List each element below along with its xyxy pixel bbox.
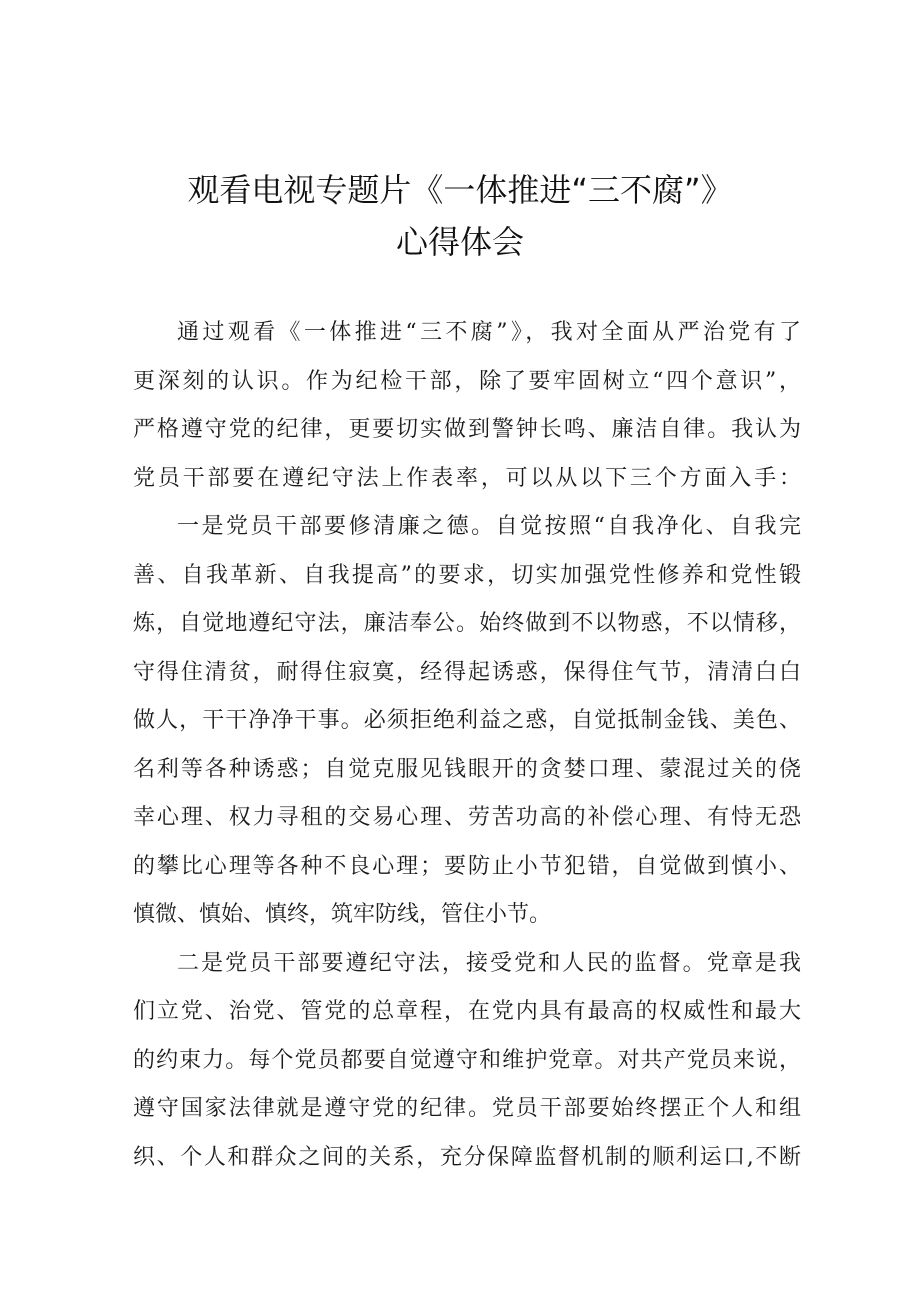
- title-line-2: 心得体会: [395, 223, 524, 261]
- text-line: 更深刻的认识。作为纪检干部，除了要牢固树立“四个意识”，: [133, 368, 801, 394]
- text-line: 的攀比心理等各种不良心理；要防止小节犯错，自觉做到慎小、: [133, 853, 801, 879]
- title-line-1: 观看电视专题片《一体推进“三不腐”》: [187, 171, 733, 209]
- text-line: 幸心理、权力寻租的交易心理、劳苦功高的补偿心理、有恃无恐: [133, 805, 801, 830]
- text-line: 们立党、治党、管党的总章程，在党内具有最高的权威性和最大: [133, 999, 801, 1024]
- text-line: 二是党员干部要遵纪守法，接受党和人民的监督。党章是我: [177, 950, 801, 976]
- paragraph-intro: [133, 309, 801, 503]
- text-line: 的约束力。每个党员都要自觉遵守和维护党章。对共产党员来说，: [133, 1047, 801, 1073]
- paragraph-point-two: [133, 940, 801, 1183]
- text-line: 一是党员干部要修清廉之德。自觉按照“自我净化、自我完: [177, 514, 801, 539]
- text-line: 名利等各种诱惑；自觉克服见钱眼开的贪婪口理、蒙混过关的侥: [133, 756, 801, 782]
- paragraph-point-one: [133, 503, 801, 940]
- document-body: [133, 309, 801, 1182]
- text-line: 守得住清贫，耐得住寂寞，经得起诱惑，保得住气节，清清白白: [133, 659, 801, 685]
- text-line: 炼，自觉地遵纪守法，廉洁奉公。始终做到不以物惑，不以情移，: [133, 611, 801, 636]
- text-line: 通过观看《一体推进“三不腐”》，我对全面从严治党有了: [177, 320, 801, 345]
- text-line: 善、自我革新、自我提高”的要求，切实加强党性修养和党性锻: [133, 562, 801, 588]
- text-line: 织、个人和群众之间的关系，充分保障监督机制的顺利运口,不断: [133, 1144, 801, 1170]
- text-line: 严格遵守党的纪律，更要切实做到警钟长鸣、廉洁自律。我认为: [133, 417, 801, 442]
- text-line: 党员干部要在遵纪守法上作表率，可以从以下三个方面入手：: [133, 465, 801, 491]
- text-line: 做人，干干净净干事。必须拒绝利益之惑，自觉抵制金钱、美色、: [133, 708, 801, 733]
- text-line: 慎微、慎始、慎终，筑牢防线，管住小节。: [133, 902, 552, 927]
- text-line: 遵守国家法律就是遵守党的纪律。党员干部要始终摆正个人和组: [133, 1096, 801, 1121]
- document-title: [0, 164, 920, 268]
